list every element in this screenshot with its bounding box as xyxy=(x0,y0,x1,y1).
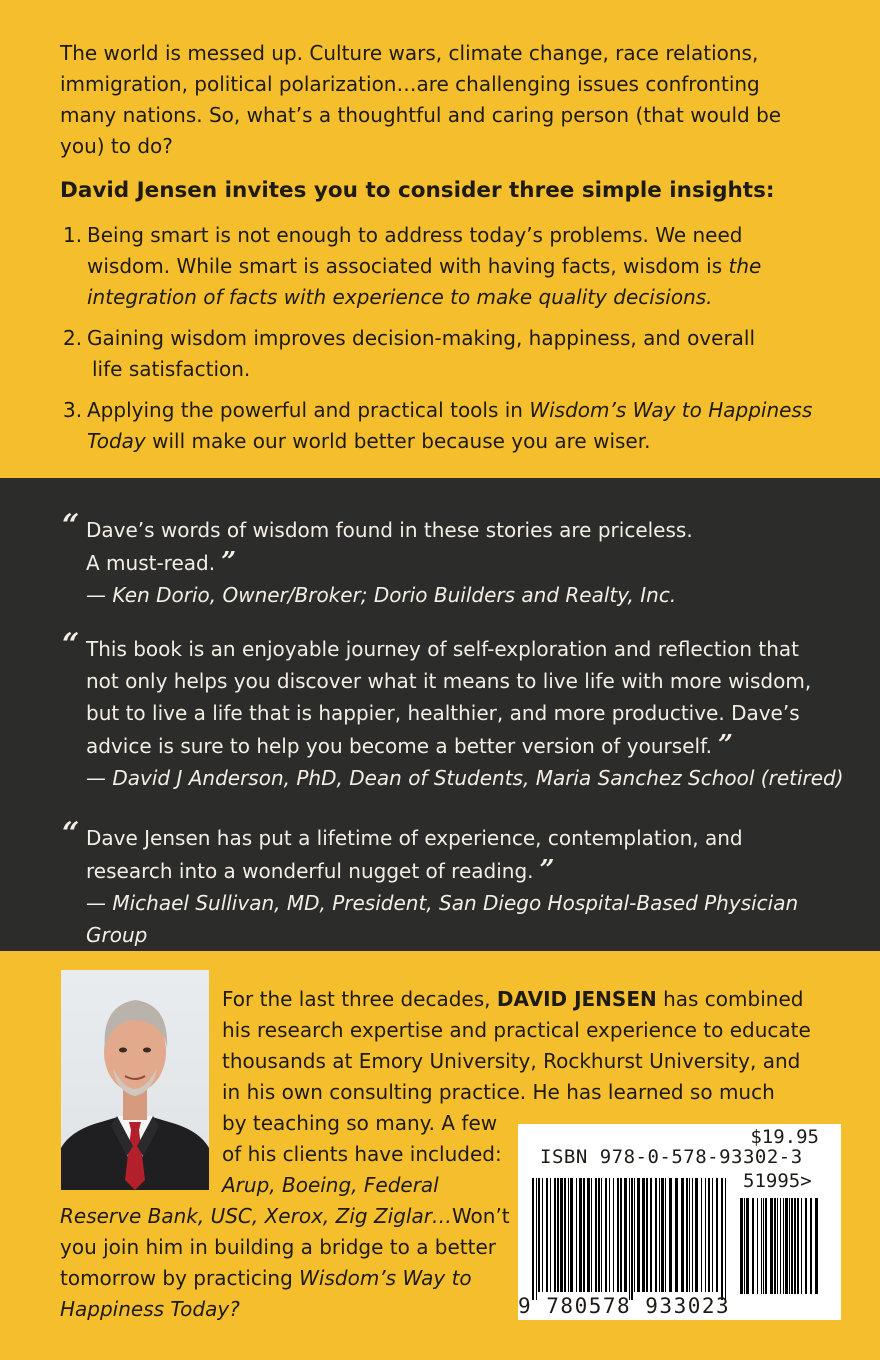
close-quote-icon: ” xyxy=(539,855,555,885)
author-photo xyxy=(61,970,209,1190)
insight-item: 2. Gaining wisdom improves decision-making, happiness, and overall life satisfaction. xyxy=(63,326,756,381)
price-label: $19.95 xyxy=(750,1126,819,1148)
isbn-barcode xyxy=(518,1124,841,1320)
isbn-label: ISBN 978-0-578-93302-3 xyxy=(540,1146,803,1168)
insights-list xyxy=(60,220,840,467)
intro-paragraph: The world is messed up. Culture wars, climate change, race relations, immigration, political polarization…are challenging issues confronting many nations. So, what’s a thoughtful and caring person (that would be you) to do? xyxy=(60,41,782,158)
close-quote-icon: ” xyxy=(718,730,733,760)
close-quote-icon: ” xyxy=(221,547,237,577)
testimonial-attribution: — Michael Sullivan, MD, President, San Diego Hospital-Based Physician Group xyxy=(86,891,799,947)
barcode-bars-icon xyxy=(518,1124,841,1320)
author-portrait-icon xyxy=(61,970,209,1190)
testimonial-quote: “ Dave Jensen has put a lifetime of experience, contemplation, and research into a wonderful nugget of reading. ” — Michael Sullivan, MD, President, San Diego Hospital-Based Physician Group xyxy=(62,822,852,951)
testimonial-quote: “ Dave’s words of wisdom found in these stories are priceless. A must-read. ” — Ken Dorio, Owner/Broker; Dorio Builders and Realty, Inc. xyxy=(62,514,852,611)
barcode-digits: 9 780578 933023 xyxy=(518,1294,731,1318)
insight-item: 3. Applying the powerful and practical tools in Wisdom’s Way to Happiness Today will make our world better because you are wiser. xyxy=(63,398,813,453)
invite-heading: David Jensen invites you to consider three simple insights: xyxy=(60,178,775,203)
testimonials-section xyxy=(0,478,880,951)
testimonial-attribution: — Ken Dorio, Owner/Broker; Dorio Builders and Realty, Inc. xyxy=(86,583,677,607)
open-quote-icon: “ xyxy=(62,508,80,543)
price-addon-label: 51995> xyxy=(743,1170,812,1192)
open-quote-icon: “ xyxy=(62,627,80,662)
insight-item: 1. Being smart is not enough to address today’s problems. We need wisdom. While smart is associated with having facts, wisdom is the integration of facts with experience to make quality decisions. xyxy=(63,223,762,309)
author-name: DAVID JENSEN xyxy=(496,987,657,1011)
testimonial-quote: “ This book is an enjoyable journey of self-exploration and reflection that not only helps you discover what it means to live life with more wisdom, but to live a life that is happier, healthier, and more productive. Dave’s advice is sure to help you become a better version of yourself. ” — David J Anderson, PhD, Dean of Students, Maria Sanchez School (retired) xyxy=(62,633,852,794)
synopsis-section xyxy=(0,0,880,478)
open-quote-icon: “ xyxy=(62,816,80,851)
testimonial-attribution: — David J Anderson, PhD, Dean of Students, Maria Sanchez School (retired) xyxy=(86,766,844,790)
